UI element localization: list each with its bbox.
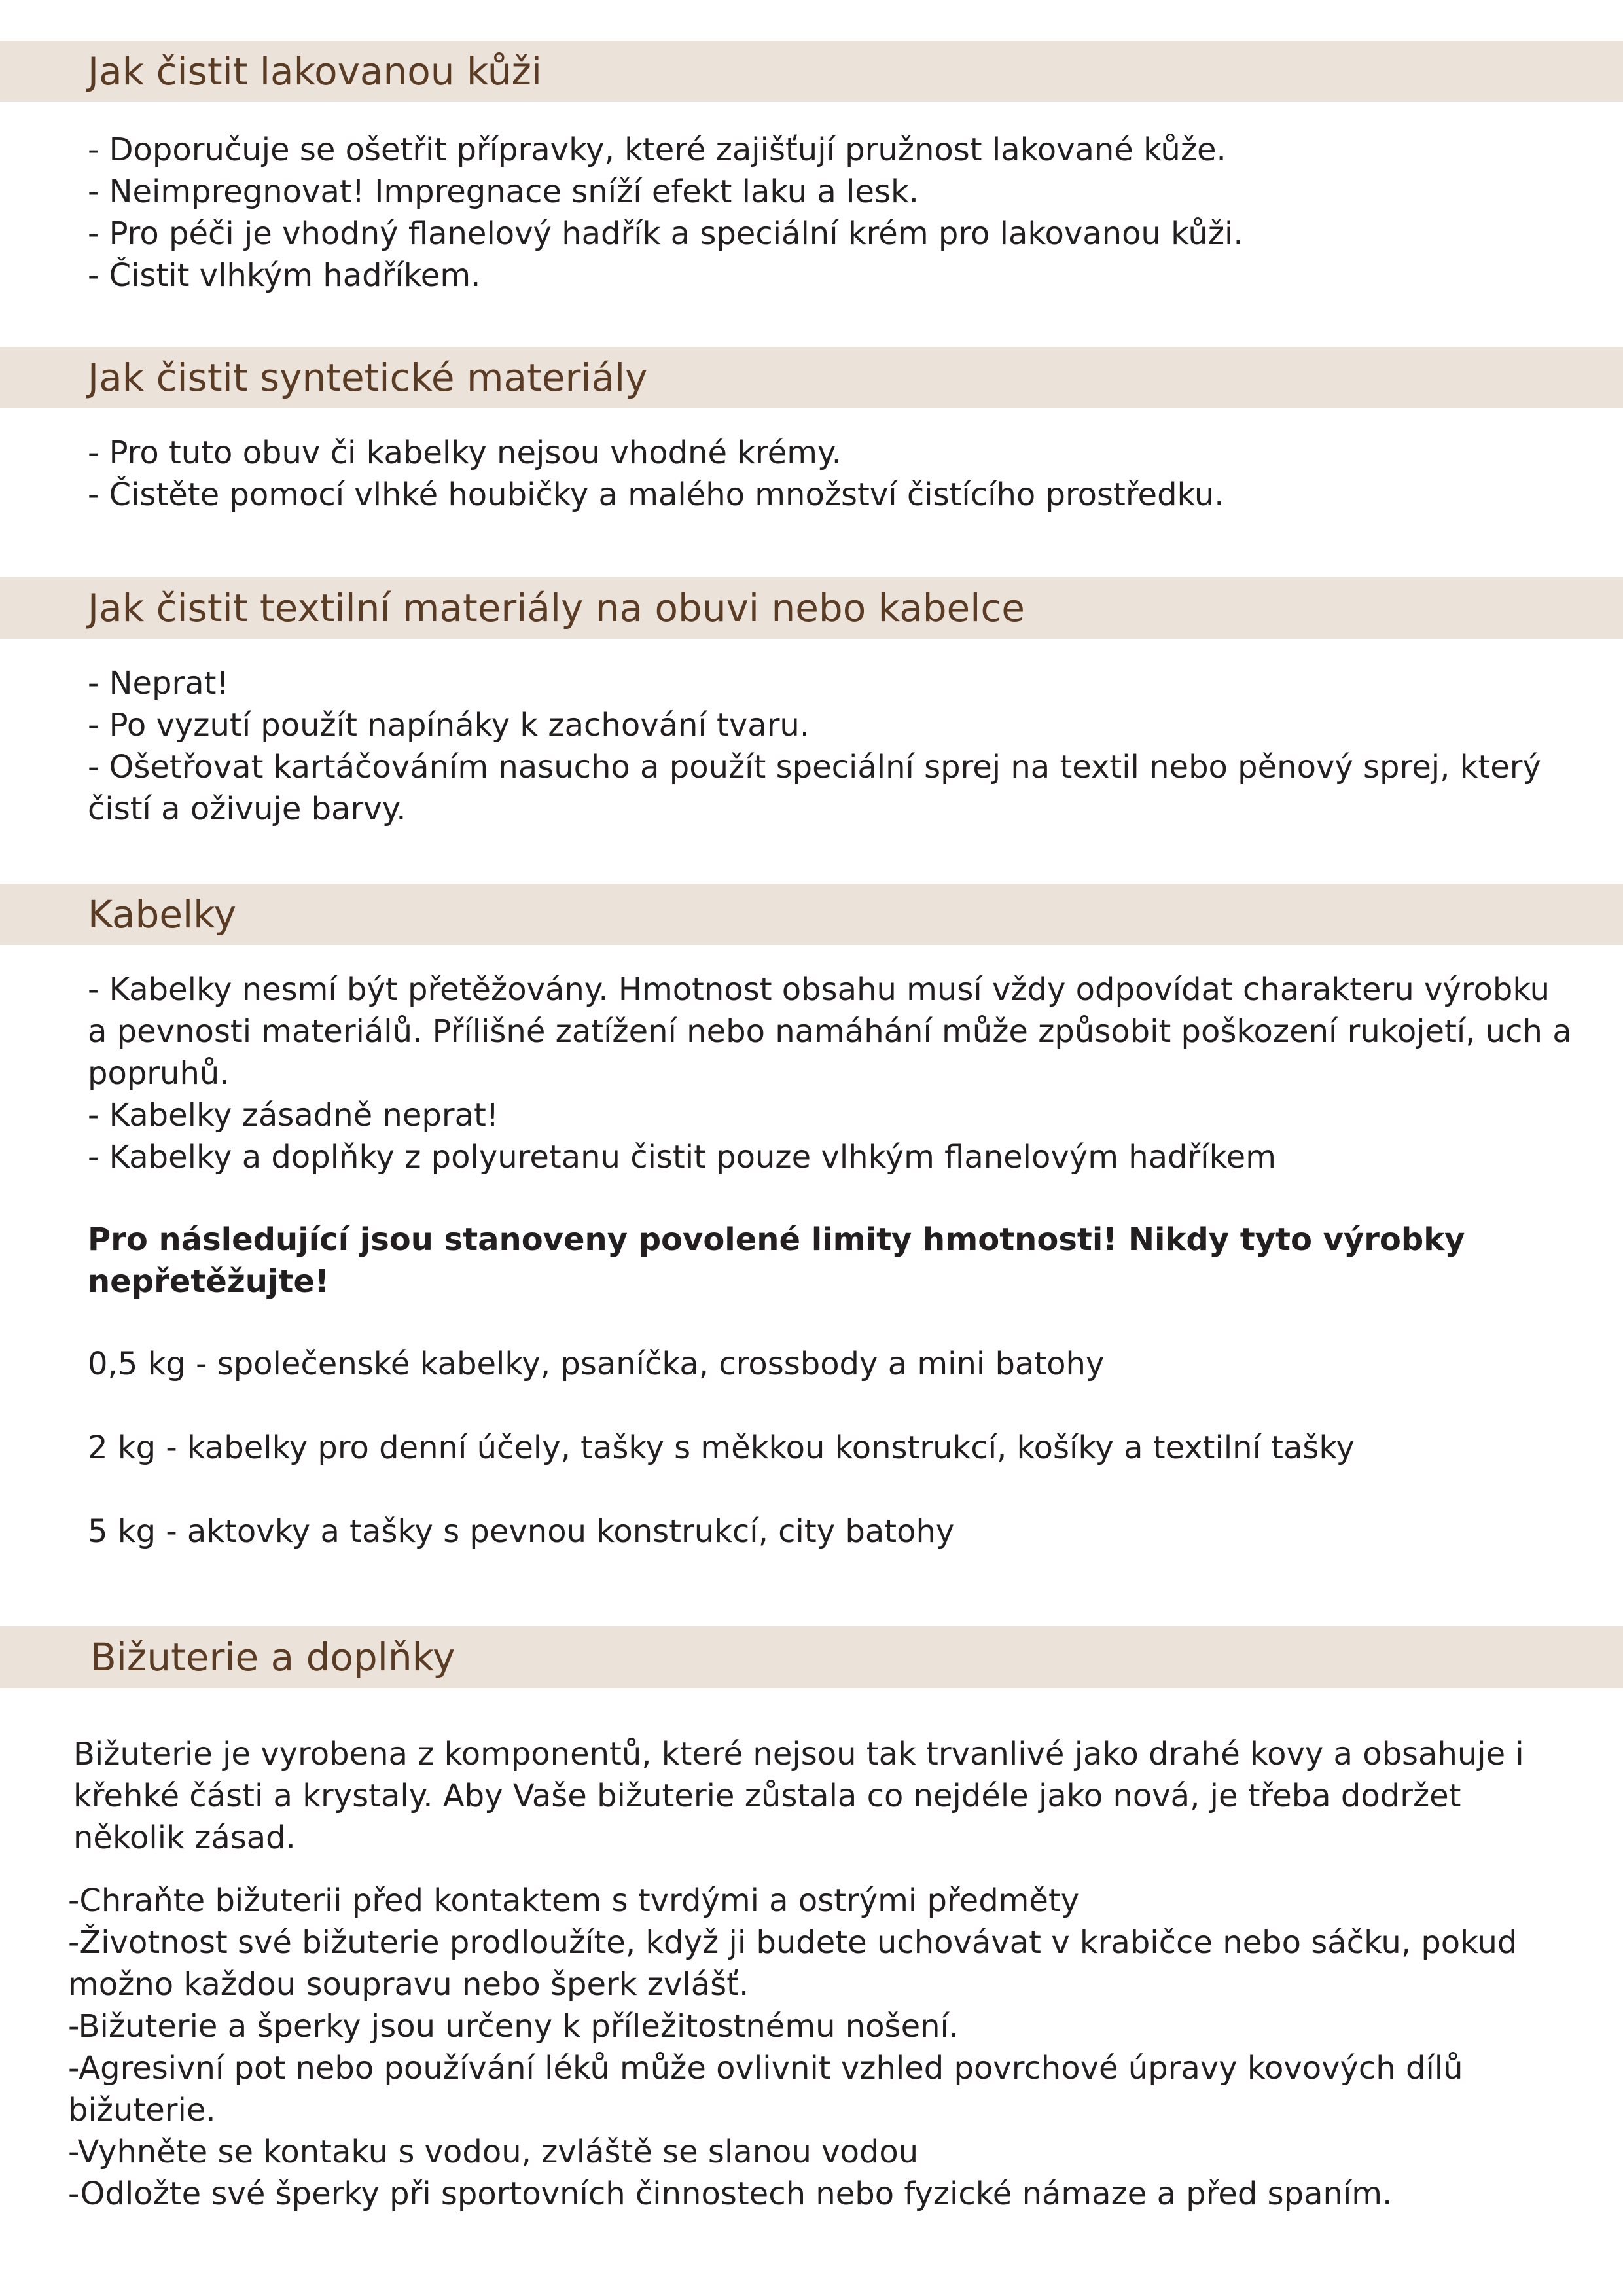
list-item: -Bižuterie a šperky jsou určeny k příležitostnému nošení. [68, 2008, 959, 2045]
spacer [88, 1385, 1586, 1427]
list-item: - Kabelky nesmí být přetěžovány. Hmotnost obsahu musí vždy odpovídat charakteru výrobku a pevnosti materiálů. Přílišné zatížení nebo namáhání může způsobit poškození rukojetí, uch a popruhů. [88, 971, 1572, 1092]
list-item: - Doporučuje se ošetřit přípravky, které zajišťují pružnost lakované kůže. [88, 132, 1226, 168]
weight-limit-item: 0,5 kg - společenské kabelky, psaníčka, crossbody a mini batohy [88, 1346, 1105, 1382]
section-header-synt [0, 347, 1623, 408]
list-lak [88, 129, 1586, 296]
list-item: -Odložte své šperky při sportovních činnostech nebo fyzické námaze a před spaním. [68, 2176, 1393, 2212]
list-item: - Pro péči je vhodný flanelový hadřík a speciální krém pro lakovanou kůži. [88, 215, 1243, 252]
list-item: - Neimpregnovat! Impregnace sníží efekt laku a lesk. [88, 173, 919, 210]
list-item: -Agresivní pot nebo používání léků může ovlivnit vzhled povrchové úpravy kovových dílů bižuterie. [68, 2050, 1463, 2128]
list-item: -Chraňte bižuterii před kontaktem s tvrdými a ostrými předměty [68, 1882, 1080, 1919]
section-header-kabelky [0, 884, 1623, 945]
weight-limits-list [88, 1343, 1586, 1552]
section-title-text: Jak čistit textilní materiály na obuvi nebo kabelce [88, 586, 1025, 630]
spacer [88, 1469, 1586, 1511]
list-item: - Pro tuto obuv či kabelky nejsou vhodné krémy. [88, 435, 842, 471]
section-title-synt: Jak čistit syntetické materiály [88, 355, 648, 400]
list-item: - Čistěte pomocí vlhké houbičky a malého množství čistícího prostředku. [88, 476, 1224, 513]
list-item: - Neprat! [88, 665, 229, 702]
list-item: -Životnost své bižuterie prodloužíte, když ji budete uchovávat v krabičce nebo sáčku, pokud možno každou soupravu nebo šperk zvlášť. [68, 1924, 1518, 2003]
section-title-lak: Jak čistit lakovanou kůži [88, 49, 543, 94]
bizu-intro: Bižuterie je vyrobena z komponentů, které nejsou tak trvanlivé jako drahé kovy a obsahuje i křehké části a krystaly. Aby Vaše bižuterie zůstala co nejdéle jako nová, je třeba dodržet několik zásad. [73, 1736, 1524, 1856]
list-item: - Kabelky a doplňky z polyuretanu čistit pouze vlhkým flanelovým hadříkem [88, 1139, 1276, 1175]
list-item: - Kabelky zásadně neprat! [88, 1097, 499, 1134]
section-header-text [0, 577, 1623, 639]
section-header-lak [0, 41, 1623, 102]
list-kabelky [88, 969, 1573, 1178]
list-item: - Čistit vlhkým hadříkem. [88, 257, 481, 294]
section-title-bizu: Bižuterie a doplňky [90, 1635, 455, 1679]
section-header-bizu [0, 1626, 1623, 1688]
list-text [88, 662, 1560, 830]
weight-limit-item: 5 kg - aktovky a tašky s pevnou konstrukcí, city batohy [88, 1513, 955, 1550]
list-item: - Ošetřovat kartáčováním nasucho a použít speciální sprej na textil nebo pěnový sprej, který čistí a oživuje barvy. [88, 749, 1541, 827]
weight-limit-warning: Pro následující jsou stanoveny povolené limity hmotnosti! Nikdy tyto výrobky nepřetěžujte! [88, 1221, 1465, 1300]
list-synt [88, 432, 1586, 516]
list-item: - Po vyzutí použít napínáky k zachování tvaru. [88, 707, 810, 744]
section-title-kabelky: Kabelky [88, 892, 237, 937]
list-bizu [68, 1880, 1573, 2215]
list-item: -Vyhněte se kontaku s vodou, zvláště se slanou vodou [68, 2134, 919, 2170]
weight-limit-item: 2 kg - kabelky pro denní účely, tašky s měkkou konstrukcí, košíky a textilní tašky [88, 1429, 1355, 1466]
